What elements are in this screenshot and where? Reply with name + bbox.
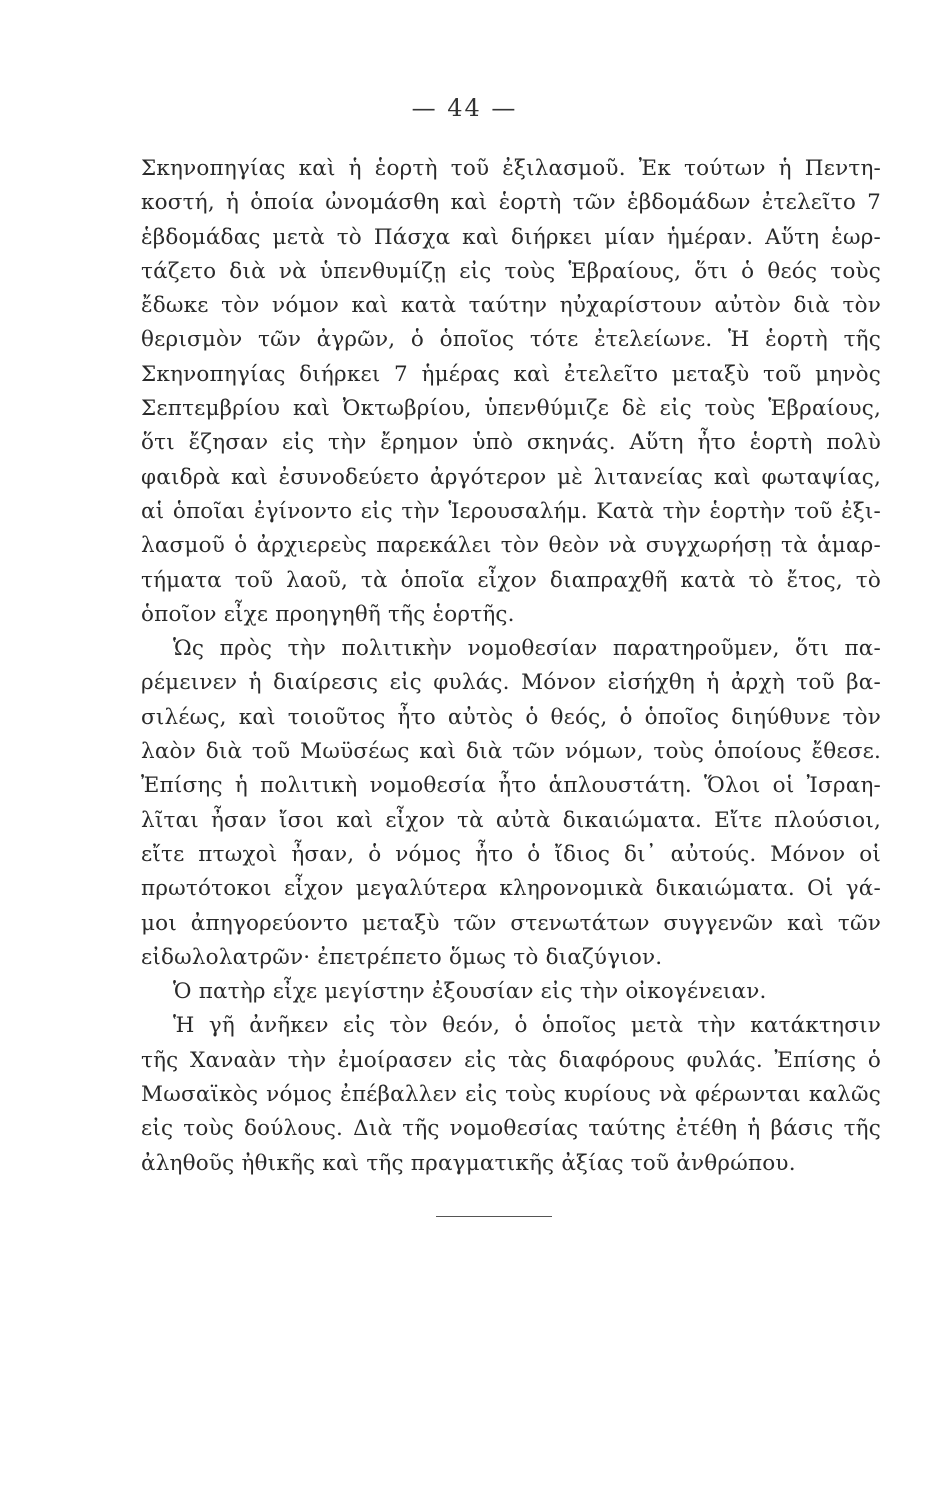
text-line: Σκηνοπηγίας καὶ ἡ ἑορτὴ τοῦ ἐξιλασμοῦ. Ἐκ τούτων ἡ Πεντη-: [141, 156, 881, 181]
text-line: τῆς Χαναὰν τὴν ἐμοίρασεν εἰς τὰς διαφόρους φυλάς. Ἐπίσης ὁ: [141, 1047, 881, 1073]
footer-rule: [436, 1216, 552, 1217]
text-line: ρέμεινεν ἡ διαίρεσις εἰς φυλάς. Μόνον εἰσήχθη ἡ ἀρχὴ τοῦ βα-: [141, 670, 881, 696]
text-line: Σεπτεμβρίου καὶ Ὀκτωβρίου, ὑπενθύμιζε δὲ εἰς τοὺς Ἑβραίους,: [141, 396, 881, 422]
text-line: σιλέως, καὶ τοιοῦτος ἦτο αὐτὸς ὁ θεός, ὁ ὁποῖος διηύθυνε τὸν: [141, 704, 881, 730]
text-line: φαιδρὰ καὶ ἐσυνοδεύετο ἀργότερον μὲ λιτανείας καὶ φωταψίας,: [141, 464, 881, 490]
text-line: Ἐπίσης ἡ πολιτικὴ νομοθεσία ἦτο ἁπλουστάτη. Ὅλοι οἱ Ἰσραη-: [141, 773, 881, 799]
text-line: τήματα τοῦ λαοῦ, τὰ ὁποῖα εἶχον διαπραχθῆ κατὰ τὸ ἔτος, τὸ: [141, 567, 881, 593]
text-line: Ὁ πατὴρ εἶχε μεγίστην ἐξουσίαν εἰς τὴν οἰκογένειαν.: [173, 979, 767, 1005]
text-line: λῖται ἦσαν ἴσοι καὶ εἶχον τὰ αὐτὰ δικαιώματα. Εἴτε πλούσιοι,: [141, 807, 881, 833]
text-line: θερισμὸν τῶν ἀγρῶν, ὁ ὁποῖος τότε ἐτελείωνε. Ἡ ἑορτὴ τῆς: [141, 327, 881, 353]
text-line: εἰδωλολατρῶν· ἐπετρέπετο ὅμως τὸ διαζύγιον.: [141, 944, 663, 970]
text-line: εἰς τοὺς δούλους. Διὰ τῆς νομοθεσίας ταύτης ἐτέθη ἡ βάσις τῆς: [141, 1116, 881, 1142]
text-line: λαὸν διὰ τοῦ Μωϋσέως καὶ διὰ τῶν νόμων, τοὺς ὁποίους ἔθεσε.: [141, 739, 881, 765]
text-line: Μωσαϊκὸς νόμος ἐπέβαλλεν εἰς τοὺς κυρίους νὰ φέρωνται καλῶς: [141, 1082, 881, 1108]
text-line: αἱ ὁποῖαι ἐγίνοντο εἰς τὴν Ἱερουσαλήμ. Κατὰ τὴν ἑορτὴν τοῦ ἐξι-: [141, 498, 881, 524]
text-line: Σκηνοπηγίας διήρκει 7 ἡμέρας καὶ ἐτελεῖτο μεταξὺ τοῦ μηνὸς: [141, 361, 881, 387]
body-text: [141, 152, 881, 1181]
text-line: ἑβδομάδας μετὰ τὸ Πάσχα καὶ διήρκει μίαν ἡμέραν. Αὕτη ἑωρ-: [141, 224, 881, 250]
text-line: ὅτι ἔζησαν εἰς τὴν ἔρημον ὑπὸ σκηνάς. Αὕτη ἦτο ἑορτὴ πολὺ: [141, 430, 881, 456]
text-line: ἔδωκε τὸν νόμον καὶ κατὰ ταύτην ηὐχαρίστουν αὐτὸν διὰ τὸν: [141, 293, 881, 319]
text-line: κοστή, ἡ ὁποία ὠνομάσθη καὶ ἑορτὴ τῶν ἑβδομάδων ἐτελεῖτο 7: [141, 190, 881, 216]
text-line: ὁποῖον εἶχε προηγηθῆ τῆς ἑορτῆς.: [141, 601, 515, 627]
text-line: εἴτε πτωχοὶ ἦσαν, ὁ νόμος ἦτο ὁ ἴδιος δι᾽ αὐτούς. Μόνον οἱ: [141, 841, 881, 867]
text-line: λασμοῦ ὁ ἀρχιερεὺς παρεκάλει τὸν θεὸν νὰ συγχωρήσῃ τὰ ἁμαρ-: [141, 533, 881, 559]
text-line: μοι ἀπηγορεύοντο μεταξὺ τῶν στενωτάτων συγγενῶν καὶ τῶν: [141, 910, 881, 936]
text-line: τάζετο διὰ νὰ ὑπενθυμίζῃ εἰς τοὺς Ἑβραίους, ὅτι ὁ θεός τοὺς: [141, 258, 881, 284]
text-line: πρωτότοκοι εἶχον μεγαλύτερα κληρονομικὰ δικαιώματα. Οἱ γά-: [141, 876, 881, 902]
text-line: Ἡ γῆ ἀνῆκεν εἰς τὸν θεόν, ὁ ὁποῖος μετὰ τὴν κατάκτησιν: [173, 1013, 881, 1039]
text-line: Ὡς πρὸς τὴν πολιτικὴν νομοθεσίαν παρατηροῦμεν, ὅτι πα-: [173, 636, 881, 662]
text-line: ἀληθοῦς ἠθικῆς καὶ τῆς πραγματικῆς ἀξίας τοῦ ἀνθρώπου.: [141, 1150, 796, 1176]
page-number: — 44 —: [411, 94, 518, 122]
